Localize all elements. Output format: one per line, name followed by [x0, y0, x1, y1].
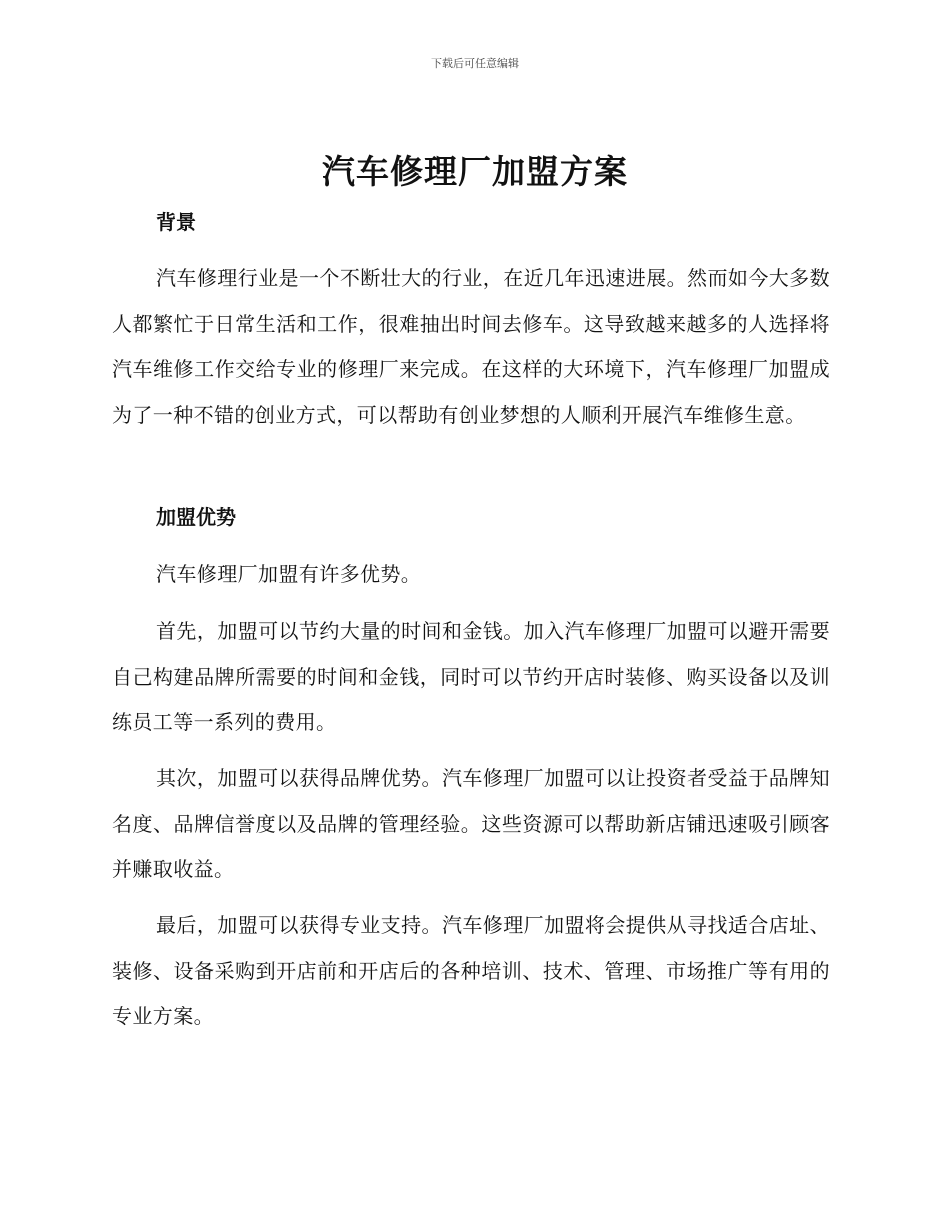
paragraph-advantage-second: 其次，加盟可以获得品牌优势。汽车修理厂加盟可以让投资者受益于品牌知名度、品牌信誉度以及品牌的管理经验。这些资源可以帮助新店铺迅速吸引顾客并赚取收益。 — [112, 766, 830, 881]
section-heading-advantages: 加盟优势 — [156, 505, 236, 529]
header-note: 下载后可任意编辑 — [431, 57, 519, 70]
paragraph-advantage-last: 最后，加盟可以获得专业支持。汽车修理厂加盟将会提供从寻找适合店址、装修、设备采购到开店前和开店后的各种培训、技术、管理、市场推广等有用的专业方案。 — [112, 913, 830, 1028]
section-heading-background: 背景 — [156, 210, 196, 234]
paragraph-advantage-first: 首先，加盟可以节约大量的时间和金钱。加入汽车修理厂加盟可以避开需要自己构建品牌所需要的时间和金钱，同时可以节约开店时装修、购买设备以及训练员工等一系列的费用。 — [112, 619, 830, 734]
paragraph-background: 汽车修理行业是一个不断壮大的行业，在近几年迅速进展。然而如今大多数人都繁忙于日常生活和工作，很难抽出时间去修车。这导致越来越多的人选择将汽车维修工作交给专业的修理厂来完成。在这样的大环境下，汽车修理厂加盟成为了一种不错的创业方式，可以帮助有创业梦想的人顺利开展汽车维修生意。 — [112, 266, 830, 427]
paragraph-advantages-intro: 汽车修理厂加盟有许多优势。 — [156, 562, 422, 586]
document-title: 汽车修理厂加盟方案 — [322, 152, 628, 191]
